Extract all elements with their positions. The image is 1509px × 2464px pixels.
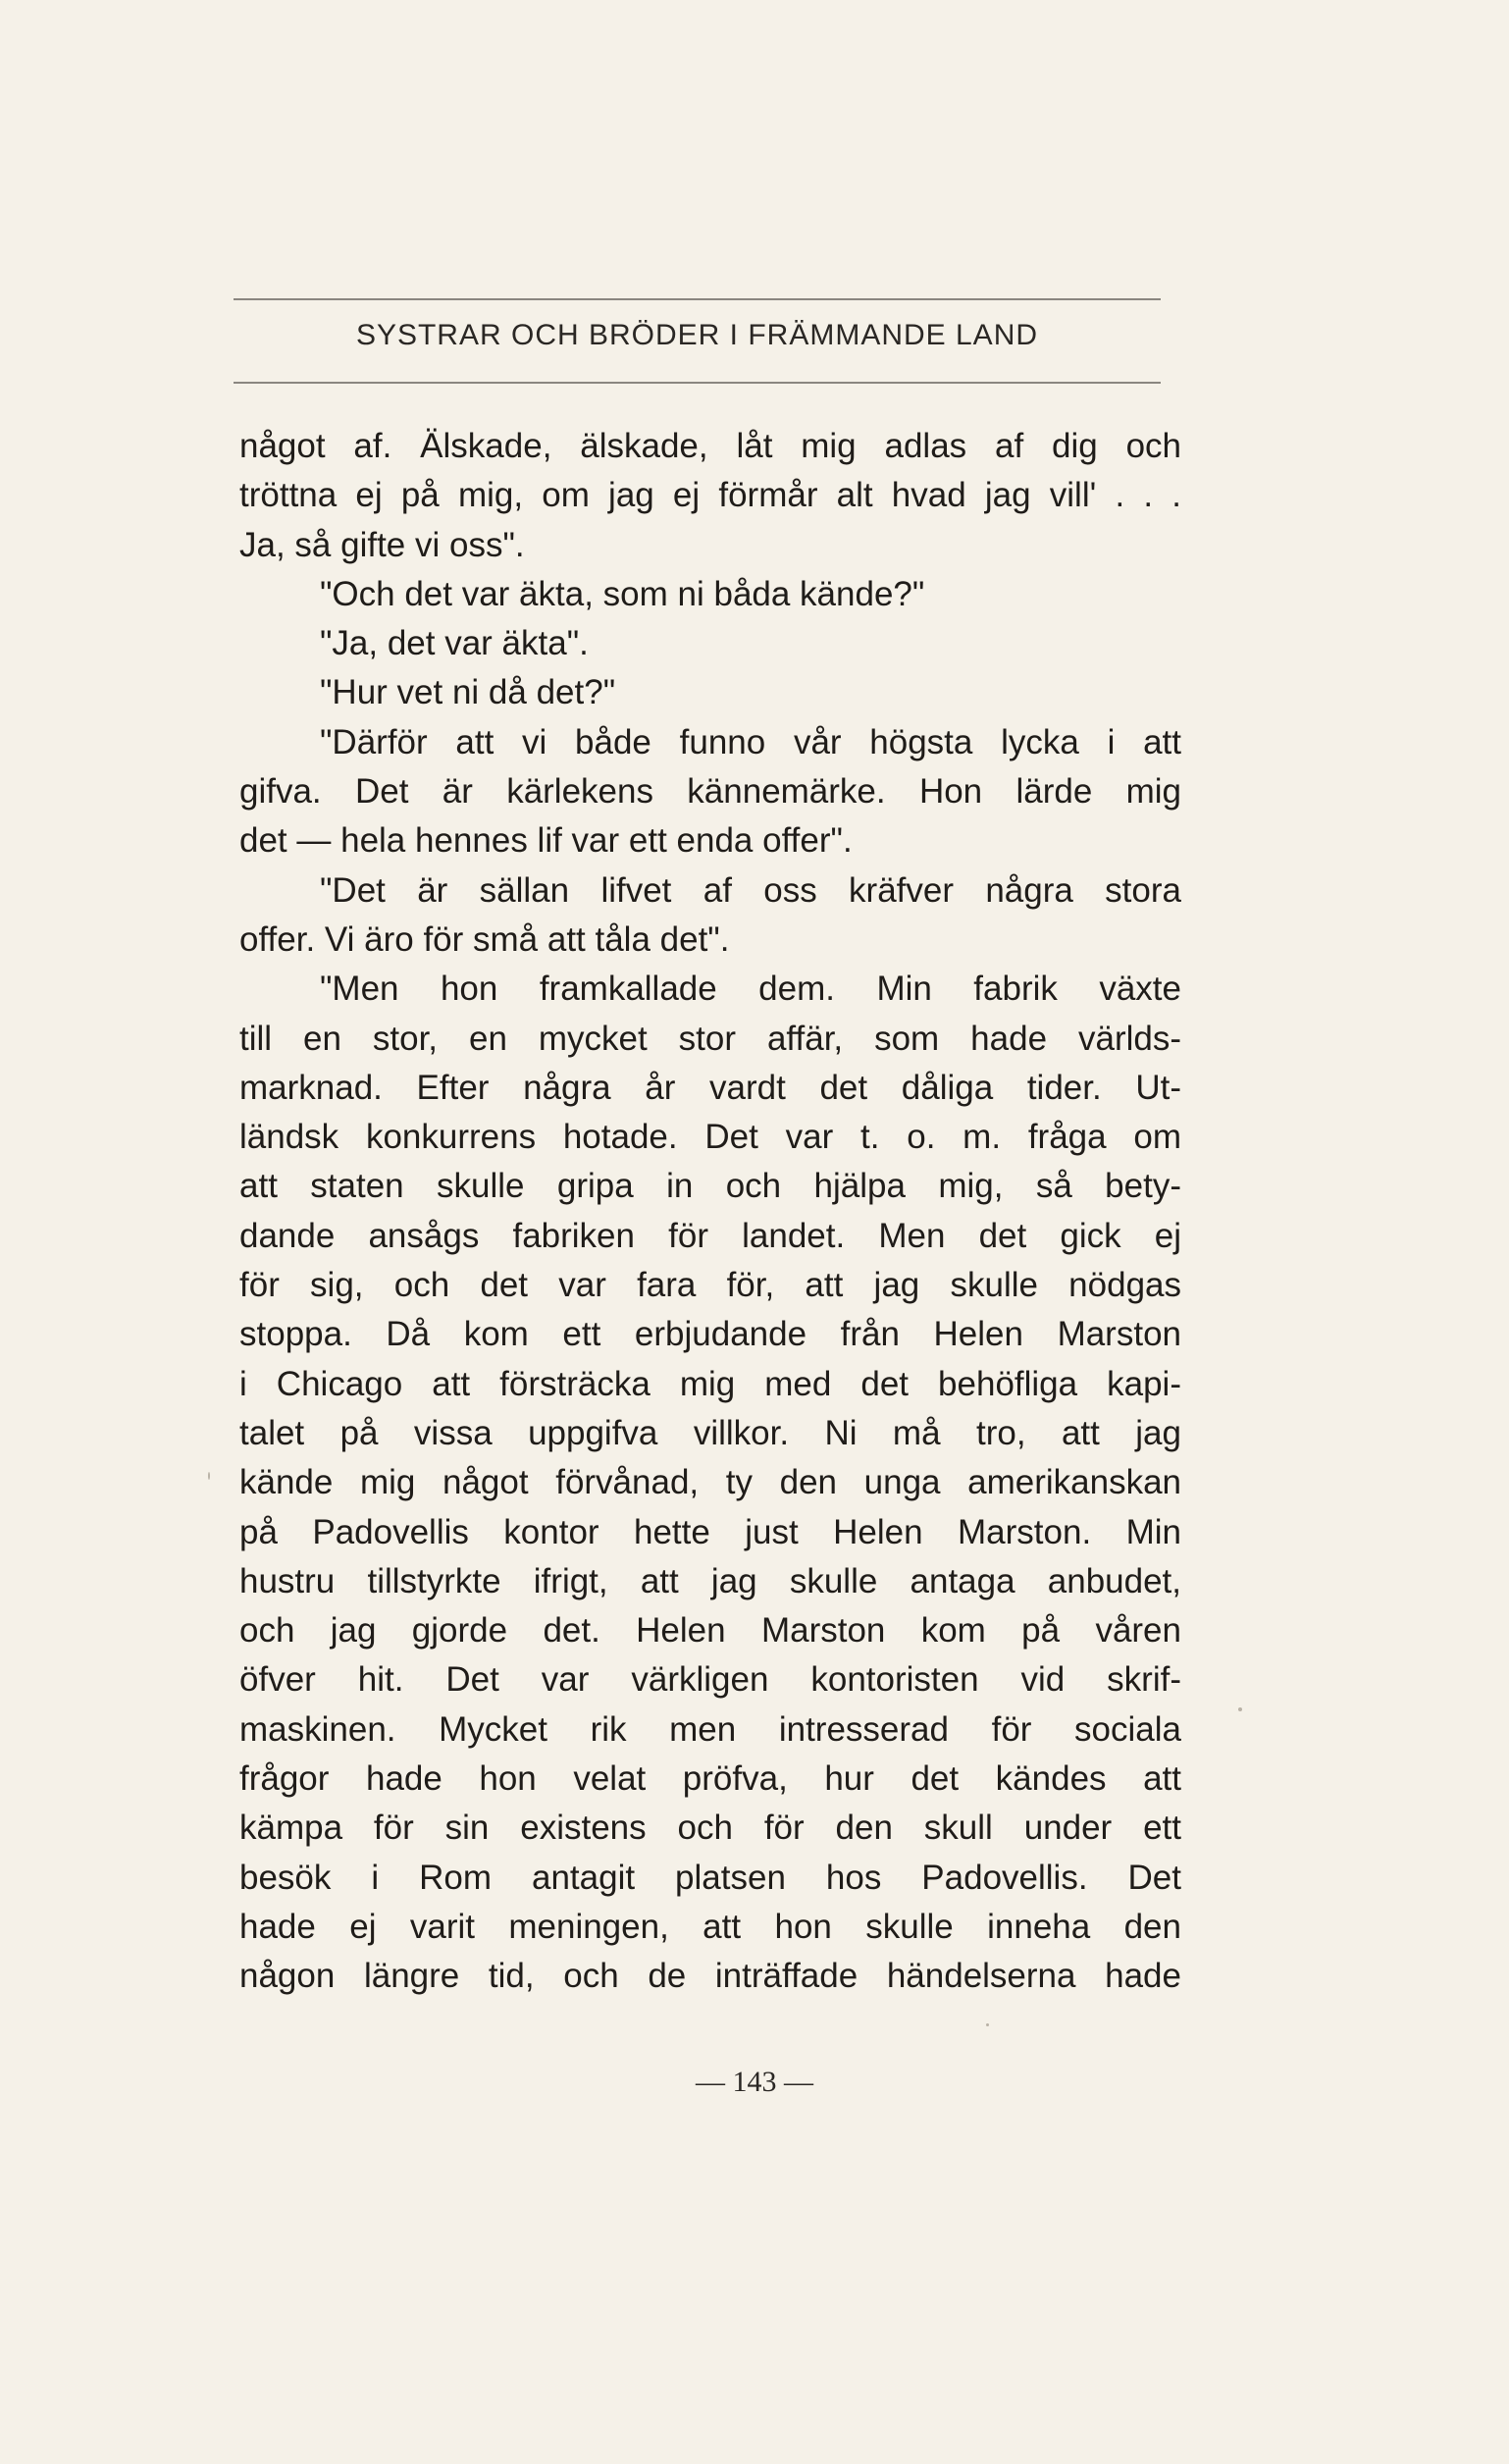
text-line: hade ej varit meningen, att hon skulle inneha den [239,1907,1181,1946]
text-line: till en stor, en mycket stor affär, som hade världs- [239,1019,1181,1058]
text-line: kämpa för sin existens och för den skull under ett [239,1809,1181,1848]
text-line: talet på vissa uppgifva villkor. Ni må tro, att jag [239,1413,1181,1452]
text-line: maskinen. Mycket rik men intresserad för sociala [239,1709,1181,1749]
text-line: någon längre tid, och de inträffade händelserna hade [239,1957,1181,1996]
text-line: "Ja, det var äkta". [320,624,589,663]
text-line: för sig, och det var fara för, att jag skulle nödgas [239,1266,1181,1305]
text-line: öfver hit. Det var värkligen kontoristen vid skrif- [239,1660,1181,1700]
text-line: "Men hon framkallade dem. Min fabrik växte [320,970,1181,1009]
text-line: något af. Älskade, älskade, låt mig adlas af dig och [239,427,1181,465]
text-line: "Hur vet ni då det?" [320,673,616,712]
text-line: det — hela hennes lif var ett enda offer". [239,821,853,861]
body-text [239,422,1181,2002]
text-line: och jag gjorde det. Helen Marston kom på våren [239,1611,1181,1651]
text-line: "Det är sällan lifvet af oss kräfver några stora [320,870,1181,910]
text-line: kände mig något förvånad, ty den unga amerikanskan [239,1463,1181,1502]
text-line: hustru tillstyrkte ifrigt, att jag skulle antaga anbudet, [239,1561,1181,1600]
text-line: tröttna ej på mig, om jag ej förmår alt hvad jag vill' . . . [239,476,1181,515]
text-line: på Padovellis kontor hette just Helen Marston. Min [239,1512,1181,1551]
header-bottom-rule [234,382,1161,384]
text-line: i Chicago att försträcka mig med det behöfliga kapi- [239,1364,1181,1403]
paper-speck [986,2023,989,2026]
text-line: dande ansågs fabriken för landet. Men det gick ej [239,1216,1181,1255]
text-line: att staten skulle gripa in och hjälpa mig, så bety- [239,1167,1181,1206]
text-line: "Därför att vi både funno vår högsta lycka i att [320,722,1181,761]
text-line: gifva. Det är kärlekens kännemärke. Hon lärde mig [239,772,1181,812]
text-line: offer. Vi äro för små att tåla det". [239,919,730,959]
text-line: stoppa. Då kom ett erbjudande från Helen Marston [239,1315,1181,1354]
text-line: frågor hade hon velat pröfva, hur det kändes att [239,1759,1181,1799]
header-top-rule [234,298,1161,300]
text-line: "Och det var äkta, som ni båda kände?" [320,574,925,613]
paper-speck [208,1472,210,1480]
paper-speck [1238,1707,1242,1711]
text-line: marknad. Efter några år vardt det dåliga tider. Ut- [239,1068,1181,1107]
text-line: Ja, så gifte vi oss". [239,525,525,564]
page-number: — 143 — [696,2066,813,2098]
text-line: besök i Rom antagit platsen hos Padovellis. Det [239,1858,1181,1897]
text-line: ländsk konkurrens hotade. Det var t. o. m. fråga om [239,1118,1181,1157]
running-title: SYSTRAR OCH BRÖDER I FRÄMMANDE LAND [355,319,1039,351]
